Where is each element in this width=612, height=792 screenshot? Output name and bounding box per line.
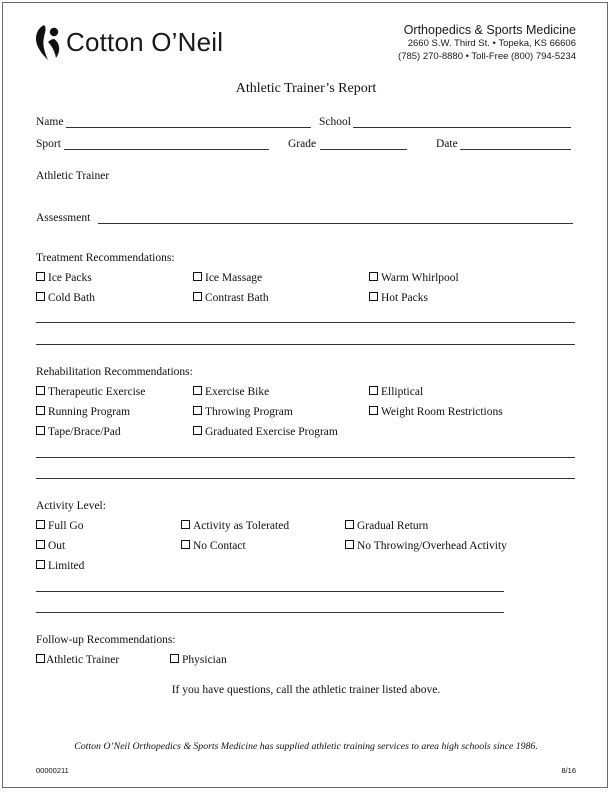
date-field[interactable] [460,149,571,150]
checkbox-label: Therapeutic Exercise [48,386,146,398]
revision-date: 8/16 [561,766,576,775]
checkbox-hot-packs[interactable] [369,292,428,304]
rehab-notes-line[interactable] [36,478,575,479]
checkbox-box [369,386,378,395]
checkbox-no-contact[interactable] [181,540,246,552]
checkbox-label: Warm Whirlpool [381,272,459,284]
department-name: Orthopedics & Sports Medicine [403,23,576,37]
checkbox-label: Physician [182,654,227,666]
checkbox-throwing-program[interactable] [193,406,293,418]
checkbox-box [193,272,202,281]
checkbox-graduated-exercise-program[interactable] [193,426,338,438]
sport-field[interactable] [64,149,269,150]
checkbox-box [36,272,45,281]
checkbox-label: Activity as Tolerated [193,520,290,532]
checkbox-box [36,406,45,415]
checkbox-label: Full Go [48,520,84,532]
page-title: Athletic Trainer’s Report [235,81,377,96]
checkbox-box [36,520,45,529]
grade-field[interactable] [320,149,407,150]
followup-heading: Follow-up Recommendations: [36,634,176,646]
checkbox-box [36,560,45,569]
checkbox-contrast-bath[interactable] [193,292,269,304]
checkbox-box [170,654,179,663]
checkbox-label: Graduated Exercise Program [205,426,338,438]
sport-label: Sport [36,138,61,150]
checkbox-full-go[interactable] [36,520,83,532]
athletic-trainer-label: Athletic Trainer [36,170,110,182]
checkbox-cold-bath[interactable] [36,292,95,304]
checkbox-label: No Contact [193,540,246,552]
checkbox-label: Ice Packs [48,272,92,284]
checkbox-label: Elliptical [381,386,424,398]
checkbox-box [369,406,378,415]
checkbox-no-throwing-overhead[interactable] [345,540,507,552]
checkbox-box [193,406,202,415]
checkbox-running-program[interactable] [36,406,130,418]
form-code: 00000211 [36,766,69,775]
checkbox-out[interactable] [36,540,65,552]
checkbox-label: Hot Packs [381,292,428,304]
cotton-oneil-logo-icon [34,23,62,61]
checkbox-box [181,520,190,529]
checkbox-label: Ice Massage [205,272,263,284]
checkbox-followup-physician[interactable] [170,654,227,666]
rehab-heading: Rehabilitation Recommendations: [36,366,193,378]
checkbox-gradual-return[interactable] [345,520,428,532]
checkbox-box [345,520,354,529]
activity-notes-line[interactable] [36,612,504,613]
assessment-field[interactable] [98,223,573,224]
checkbox-warm-whirlpool[interactable] [369,272,459,284]
checkbox-exercise-bike[interactable] [193,386,269,398]
checkbox-box [369,272,378,281]
department-address: 2660 S.W. Third St. • Topeka, KS 66606 [407,38,576,49]
rehab-notes-line[interactable] [36,457,575,458]
checkbox-label: No Throwing/Overhead Activity [357,540,507,552]
checkbox-weight-room-restrictions[interactable] [369,406,503,418]
treatment-notes-line[interactable] [36,344,575,345]
assessment-label: Assessment [36,212,91,224]
checkbox-box [193,386,202,395]
checkbox-label: Running Program [48,406,131,418]
checkbox-elliptical[interactable] [369,386,423,398]
checkbox-box [36,386,45,395]
checkbox-activity-as-tolerated[interactable] [181,520,289,532]
checkbox-ice-massage[interactable] [193,272,262,284]
checkbox-label: Exercise Bike [205,386,270,398]
checkbox-box [36,426,45,435]
checkbox-box [193,292,202,301]
checkbox-label: Contrast Bath [205,292,269,304]
checkbox-label: Weight Room Restrictions [381,406,503,418]
logo-text: Cotton O’Neil [66,27,224,57]
treatment-notes-line[interactable] [36,322,575,323]
checkbox-label: Tape/Brace/Pad [48,426,121,438]
activity-heading: Activity Level: [36,500,106,512]
checkbox-label: Athletic Trainer [46,654,120,666]
school-field[interactable] [353,127,571,128]
name-label: Name [36,116,64,128]
checkbox-box [36,292,45,301]
checkbox-tape-brace-pad[interactable] [36,426,121,438]
treatment-heading: Treatment Recommendations: [36,252,175,264]
checkbox-label: Out [48,540,66,552]
department-phone: (785) 270-8880 • Toll-Free (800) 794-5234 [398,51,576,62]
checkbox-label: Limited [48,560,85,572]
checkbox-limited[interactable] [36,560,84,572]
school-label: School [319,116,351,128]
checkbox-label: Cold Bath [48,292,95,304]
checkbox-followup-athletic-trainer[interactable] [36,654,119,666]
grade-label: Grade [288,138,317,150]
footer-note: Cotton O’Neil Orthopedics & Sports Medicine has supplied athletic training services to area high schools since 1986. [74,741,538,752]
checkbox-therapeutic-exercise[interactable] [36,386,145,398]
name-field[interactable] [66,127,311,128]
checkbox-box [36,540,45,549]
checkbox-box [345,540,354,549]
activity-notes-line[interactable] [36,591,504,592]
checkbox-label: Gradual Return [357,520,429,532]
closing-text: If you have questions, call the athletic trainer listed above. [171,684,441,696]
date-label: Date [436,138,458,150]
checkbox-box [193,426,202,435]
checkbox-ice-packs[interactable] [36,272,92,284]
checkbox-box [36,654,45,663]
checkbox-box [181,540,190,549]
checkbox-box [369,292,378,301]
department-info [398,23,576,63]
checkbox-label: Throwing Program [205,406,293,418]
